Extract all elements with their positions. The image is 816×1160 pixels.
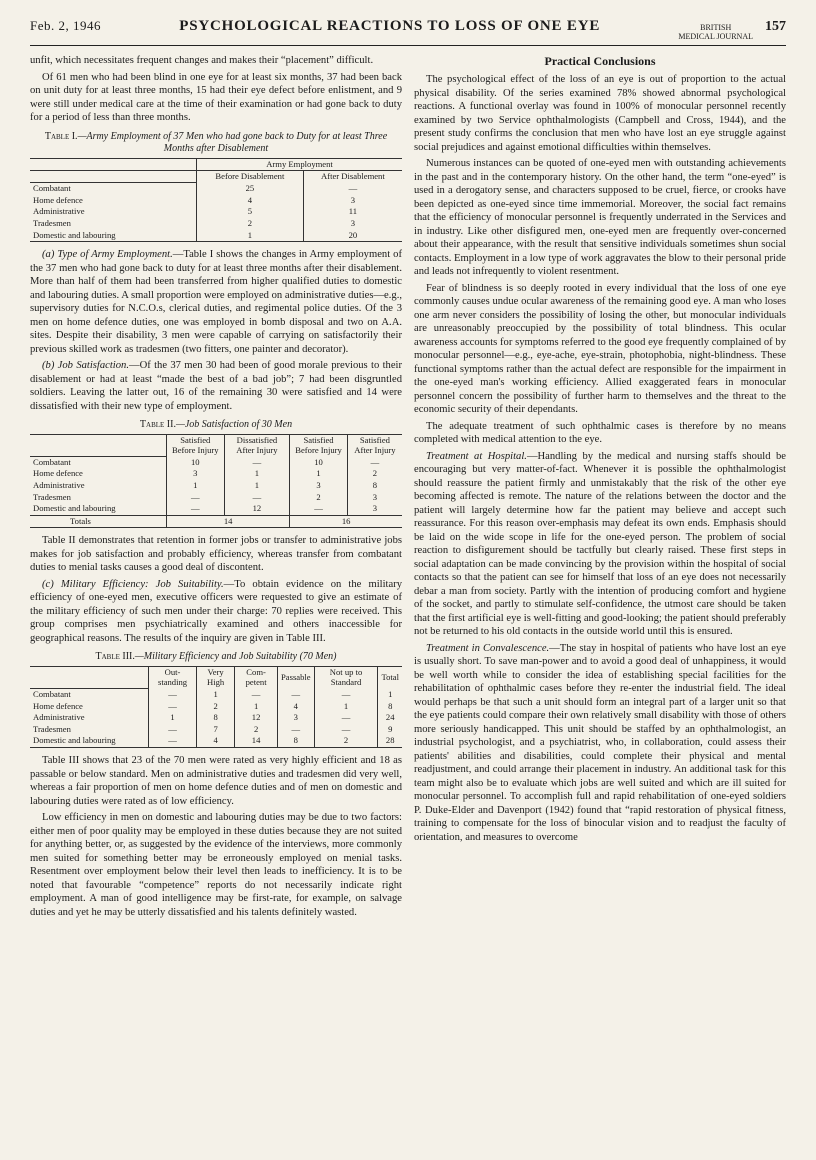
table2 bbox=[30, 434, 402, 528]
table-col-header: Satisfied After Injury bbox=[347, 435, 402, 457]
cell: — bbox=[314, 724, 378, 736]
table-label: Table III. bbox=[95, 651, 135, 663]
left-column bbox=[30, 54, 402, 922]
paragraph: The psychological effect of the loss of an eye is out of proportion to the actual physical disability. Of the series examined 78% showed abnormal psychological reactions. A functional overlay was found in 100% of monocular personnel recently examined by two Service ophthalmologists (Campbell and Cross, 1944), and the present study confirms the conclusion that men who have lost an eye struggle against social prejudices and against emotional difficulties within themselves. bbox=[414, 74, 786, 153]
cell: 3 bbox=[303, 195, 402, 207]
row-label: Tradesmen bbox=[33, 217, 71, 228]
paragraph: Fear of blindness is so deeply rooted in every individual that the loss of one eye commonly causes undue ocular awareness of the remaining good eye. A man who loses one arm never considers the possibility of losing the other, but monocular individuals are unreasonably preoccupied by the possibility of total blindness. This ocular awareness accounts for symptoms referred to the good eye frequently complained of by monocular personnel—e.g., eye-ache, eye-strain, photophobia, night-blindness. These functional symptoms rather than the actual defect are responsible for the impairment in the one-eyed man's working efficiency. Allied exaggerated fears in monocular personnel concern the possibility of further harm to themselves and the threat to the economic security of their dependants. bbox=[414, 282, 786, 415]
table-col-header: Not up to Standard bbox=[314, 667, 378, 689]
cell: — bbox=[278, 689, 315, 701]
table-col-header: Satisfied Before Injury bbox=[290, 435, 348, 457]
row-label: Combatant bbox=[33, 689, 71, 700]
table2-caption bbox=[30, 419, 402, 431]
cell: 1 bbox=[197, 689, 235, 701]
cell: 9 bbox=[378, 724, 402, 736]
cell: 5 bbox=[197, 206, 304, 218]
table-row bbox=[30, 689, 402, 701]
cell: 1 bbox=[378, 689, 402, 701]
cell: 20 bbox=[303, 230, 402, 242]
cell: 1 bbox=[290, 468, 348, 480]
table-row bbox=[30, 492, 402, 504]
paragraph: Numerous instances can be quoted of one-eyed men with outstanding achievements in the past and in the contemporary history. On the other hand, the term “one-eyed” is used in a derogatory sense, and characters supposed to be cruel, fierce, or crooks have been depicted as one-eyed since time immemorial. Moreover, the social fact remains that the efficiency of monocular personnel is frequently underrated in the Services and in industry. Like other disfigured men, one-eyed men are frequently over-concerned about their appearance, with the result that sensitive individuals sometimes shun social contacts. Employment in a low type of work aggravates the blow to their personal pride and leads not infrequently to violent resentment. bbox=[414, 158, 786, 277]
cell: — bbox=[224, 456, 290, 468]
paragraph-text: —Table I shows the changes in Army employment of the 37 men who had gone back to duty for at least three months after their disablement. More than half of them had been transferred from higher qualified duties to domestic and labouring duties. A small proportion were employed on administrative duties—e.g., supervisory duties for N.C.O.s, clerical duties, and regimental police duties. Of the 3 men on home defence duties, one was employed in bomb disposal and two on A.A. sites. Despite their disability, 3 men were capable of carrying on satisfactorily their previous skilled work as tradesmen (two fitters, one painter and decorator). bbox=[30, 249, 402, 355]
paragraph bbox=[30, 578, 402, 646]
cell: 1 bbox=[224, 468, 290, 480]
cell: 8 bbox=[347, 480, 402, 492]
table-title: —Job Satisfaction of 30 Men bbox=[175, 419, 293, 431]
cell: 1 bbox=[167, 480, 225, 492]
table-row bbox=[30, 206, 402, 218]
paragraph-text: —Handling by the medical and nursing staffs should be encouraging but very matter-of-fact. Whenever it is possible the ophthalmologist should reassure the patient firmly and unmistakably that the risk of the other eye becoming affected is remote. The nature of the relations between the doctor and the patient will largely determine how far the patient may believe and accept such reassurance. For this reason over-emphasis may defeat its own ends. Emphasis should be laid on the wide scope in life for the one-eyed person. The problem of social reaction to disfigurement should be tactfully but clearly raised. These first steps in social adaptation can be made convincing by the provision within the hospital of social contacts so that the patient can see for himself that loss of an eye does not necessarily debar a man from society. Partly with the intention of producing comfort and hygiene of the socket, and partly to stimulate self-confidence, the utmost care should be taken that the first artificial eye is well-fitting and good-looking; the patient should preferably not be returned to his old contacts in the outside world until this is ensured. bbox=[414, 450, 786, 637]
paragraph: Of 61 men who had been blind in one eye for at least six months, 37 had been back on unit duty for at least three months, 15 had their eye defect before enlistment, and 9 were still under medical care at the time of their examination or had gone back to duty for a period of less than three months. bbox=[30, 71, 402, 123]
cell: — bbox=[314, 689, 378, 701]
cell: — bbox=[149, 724, 197, 736]
cell: — bbox=[303, 183, 402, 195]
row-label: Administrative bbox=[33, 712, 85, 723]
cell: 2 bbox=[197, 701, 235, 713]
table-col-header: Before Disablement bbox=[197, 171, 304, 183]
row-label: Combatant bbox=[33, 456, 71, 467]
table-row bbox=[30, 218, 402, 230]
cell: 8 bbox=[278, 735, 315, 747]
row-label: Administrative bbox=[33, 206, 85, 217]
cell: 4 bbox=[197, 735, 235, 747]
cell: 1 bbox=[235, 701, 278, 713]
journal-name-line2: MEDICAL JOURNAL bbox=[678, 32, 753, 41]
cell: 10 bbox=[167, 456, 225, 468]
cell: 2 bbox=[197, 218, 304, 230]
two-column-body bbox=[30, 54, 786, 922]
table1 bbox=[30, 158, 402, 243]
row-label: Domestic and labouring bbox=[30, 230, 197, 242]
row-label: Home defence bbox=[33, 700, 83, 711]
table-label: Table I. bbox=[44, 130, 78, 142]
table-row bbox=[30, 735, 402, 747]
table3 bbox=[30, 666, 402, 748]
cell: — bbox=[314, 712, 378, 724]
journal-block bbox=[678, 19, 786, 41]
cell: 24 bbox=[378, 712, 402, 724]
table-row bbox=[30, 724, 402, 736]
cell: 16 bbox=[290, 515, 402, 528]
paragraph-text: —The stay in hospital of patients who have lost an eye is usually short. To save man-power and to avoid a good deal of unhappiness, it would be well worth while to consider the idea of establishing special facilities for the rehabilitation of ophthalmic cases before they re-enter the industrial field. The ideal would perhaps be that such a unit should form an integral part of a larger unit so that the eye patients could compare their own relatively small disability with those of others more seriously handicapped. This unit should be staffed by an ophthalmologist, an industrial psychologist, and a psychiatrist, who, in collaboration, could assess their patients' abilities and disabilities, could complete their physical and mental readjustment, and could arrange their placement in industry. An additional task for this team might also be to evaluate which jobs are well suited and which are ill suited for monocular personnel. To accomplish full and rapid rehabilitation of one-eyed soldiers P. Duke-Elder and Davenport (1942) found that “rapid restoration of physical fitness, training to compensate for the loss of binocular vision and to readjust the faculty of orientation, and measures to overcome bbox=[414, 642, 786, 843]
cell: — bbox=[167, 503, 225, 515]
cell: 12 bbox=[224, 503, 290, 515]
table-title: —Military Efficiency and Job Suitability (70 Men) bbox=[134, 651, 337, 663]
table-col-header: Satisfied Before Injury bbox=[167, 435, 225, 457]
table-title: —Army Employment of 37 Men who had gone back to Duty for at least Three Months after Disablement bbox=[77, 130, 388, 154]
cell: — bbox=[224, 492, 290, 504]
cell: 11 bbox=[303, 206, 402, 218]
table-row bbox=[30, 701, 402, 713]
cell: 12 bbox=[235, 712, 278, 724]
table-group-header: Army Employment bbox=[197, 158, 403, 171]
table-label: Table II. bbox=[139, 419, 176, 431]
cell: — bbox=[290, 503, 348, 515]
row-label: Administrative bbox=[33, 480, 85, 491]
journal-page bbox=[30, 18, 786, 922]
paragraph bbox=[30, 359, 402, 413]
cell: 8 bbox=[378, 701, 402, 713]
row-label: Combatant bbox=[33, 183, 71, 194]
paragraph: unfit, which necessitates frequent changes and makes their “placement” difficult. bbox=[30, 55, 374, 66]
cell: — bbox=[167, 492, 225, 504]
cell: 4 bbox=[278, 701, 315, 713]
running-header bbox=[30, 18, 786, 46]
cell: 2 bbox=[235, 724, 278, 736]
table-row bbox=[30, 503, 402, 515]
cell: 3 bbox=[347, 503, 402, 515]
table-row bbox=[30, 456, 402, 468]
cell: 3 bbox=[167, 468, 225, 480]
cell: 1 bbox=[149, 712, 197, 724]
table-row bbox=[30, 712, 402, 724]
section-heading: Practical Conclusions bbox=[544, 54, 656, 68]
cell: 3 bbox=[290, 480, 348, 492]
row-label: Tradesmen bbox=[33, 723, 71, 734]
row-label: Home defence bbox=[33, 468, 83, 479]
row-label: Home defence bbox=[33, 194, 83, 205]
totals-label: Totals bbox=[30, 515, 167, 528]
cell: 1 bbox=[224, 480, 290, 492]
paragraph-text: —To obtain evidence on the military efficiency of one-eyed men, executive officers were requested to give an estimate of the military efficiency of such men under their charge: 70 replies were received. This group comprises men psychiatrically examined and others inaccessible for geographical reasons. The results of the inquiry are given in Table III. bbox=[30, 578, 402, 644]
cell: — bbox=[149, 735, 197, 747]
cell: 1 bbox=[197, 230, 304, 242]
cell: 2 bbox=[290, 492, 348, 504]
table-row bbox=[30, 195, 402, 207]
cell: — bbox=[278, 724, 315, 736]
cell: 25 bbox=[197, 183, 304, 195]
table3-caption bbox=[30, 651, 402, 663]
paragraph bbox=[30, 248, 402, 356]
cell: 14 bbox=[167, 515, 290, 528]
cell: 3 bbox=[278, 712, 315, 724]
cell: 14 bbox=[235, 735, 278, 747]
subsection-lead: Treatment in Convalescence. bbox=[426, 642, 550, 654]
paragraph-text: —Of the 37 men 30 had been of good morale previous to their disablement or had at least “made the best of a bad job”; 7 had been disgruntled soldiers. Leaving the latter out, 16 of the remaining 30 were satisfied and 14 were dissatisfied with their new type of employment. bbox=[30, 360, 402, 412]
page-number: 157 bbox=[764, 19, 786, 34]
row-label: Domestic and labouring bbox=[30, 735, 149, 747]
subsection-lead: (a) Type of Army Employment. bbox=[42, 249, 173, 261]
cell: 2 bbox=[314, 735, 378, 747]
table-col-header: Out-standing bbox=[149, 667, 197, 689]
issue-date: Feb. 2, 1946 bbox=[30, 18, 101, 33]
paragraph bbox=[414, 450, 786, 639]
cell: 10 bbox=[290, 456, 348, 468]
paragraph: Low efficiency in men on domestic and labouring duties may be due to two factors: either men of poor quality may be employed in these duties because they are not suited for anything better, or, as suggested by the evidence of the interviews, more commonly men suited for something better may be erroneously employed on menial tasks. Resentment over employment below their level then leads to inefficiency. It is to be noted that favourable “competence” reports do not necessarily indicate right employment. A man of good intelligence may be first-rate, for example, on salvage duties and yet he may be utterly dissatisfied and his talents definitely wasted. bbox=[30, 812, 402, 918]
table-col-header: Total bbox=[378, 667, 402, 689]
table-col-header: After Disablement bbox=[303, 171, 402, 183]
subsection-lead: Treatment at Hospital. bbox=[426, 450, 527, 462]
running-title: PSYCHOLOGICAL REACTIONS TO LOSS OF ONE EYE bbox=[179, 18, 601, 34]
row-label: Domestic and labouring bbox=[33, 503, 116, 514]
table-col-header: Very High bbox=[197, 667, 235, 689]
cell: 3 bbox=[303, 218, 402, 230]
cell: — bbox=[149, 701, 197, 713]
subsection-lead: (b) Job Satisfaction. bbox=[42, 360, 129, 372]
cell: 1 bbox=[314, 701, 378, 713]
journal-name-line1: BRITISH bbox=[700, 23, 732, 32]
table-col-header: Com-petent bbox=[235, 667, 278, 689]
table-col-header: Passable bbox=[278, 667, 315, 689]
cell: 8 bbox=[197, 712, 235, 724]
totals-row bbox=[30, 515, 402, 528]
paragraph: The adequate treatment of such ophthalmic cases is therefore by no means completed with medical attention to the eye. bbox=[414, 420, 786, 445]
paragraph: Table II demonstrates that retention in former jobs or transfer to administrative jobs makes for job satisfaction and probably efficiency, whereas transfer from combatant duties to menial tasks causes a good deal of discontent. bbox=[30, 535, 402, 574]
cell: 7 bbox=[197, 724, 235, 736]
table-row bbox=[30, 230, 402, 242]
table1-caption bbox=[30, 131, 402, 155]
row-label: Tradesmen bbox=[33, 491, 71, 502]
cell: 4 bbox=[197, 195, 304, 207]
cell: 28 bbox=[378, 735, 402, 747]
table-row bbox=[30, 468, 402, 480]
cell: — bbox=[235, 689, 278, 701]
paragraph: Table III shows that 23 of the 70 men were rated as very highly efficient and 18 as passable or below standard. Men on administrative duties and tradesmen did very well, whereas a fair proportion of men on home defence duties and of men on domestic and labouring duties were rated as of low efficiency. bbox=[30, 755, 402, 807]
right-column bbox=[414, 54, 786, 922]
table-col-header: Dissatisfied After Injury bbox=[224, 435, 290, 457]
paragraph bbox=[414, 642, 786, 845]
cell: 2 bbox=[347, 468, 402, 480]
cell: — bbox=[347, 456, 402, 468]
table-row bbox=[30, 480, 402, 492]
subsection-lead: (c) Military Efficiency: Job Suitability. bbox=[42, 578, 224, 590]
table-row bbox=[30, 183, 402, 195]
cell: — bbox=[149, 689, 197, 701]
cell: 3 bbox=[347, 492, 402, 504]
journal-name bbox=[678, 23, 753, 41]
